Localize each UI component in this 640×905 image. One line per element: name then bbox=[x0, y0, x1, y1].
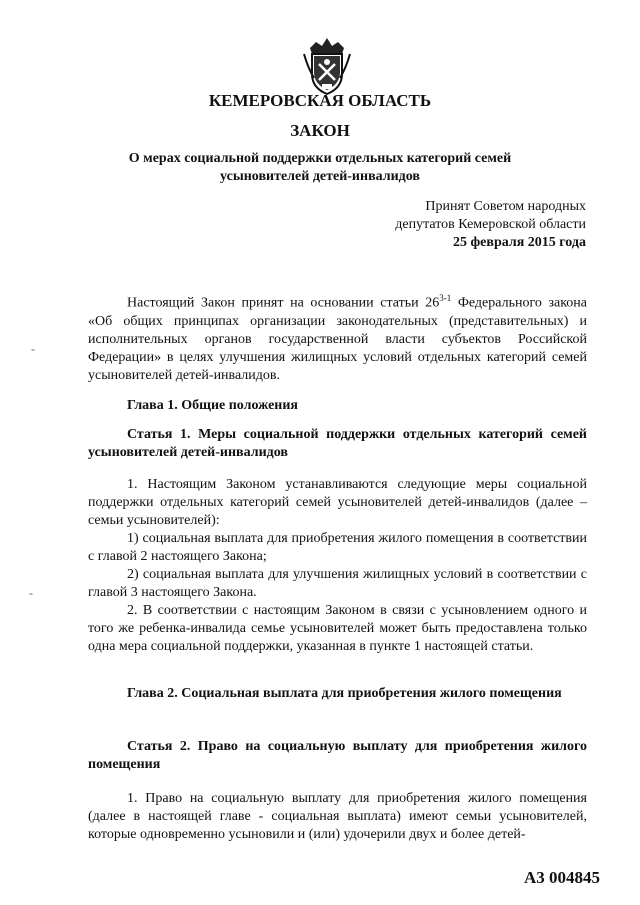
document-type: ЗАКОН bbox=[290, 121, 350, 140]
law-subject: О мерах социальной поддержки отдельных категорий семей усыновителей детей-инвалидов bbox=[128, 151, 512, 184]
margin-mark: - bbox=[29, 586, 33, 600]
region-title: КЕМЕРОВСКАЯ ОБЛАСТЬ bbox=[208, 91, 432, 110]
chapter-1-heading: Глава 1. Общие положения bbox=[127, 398, 299, 413]
adoption-block bbox=[395, 198, 586, 252]
article-1-paragraph-2: 2. В соответствии с настоящим Законом в связи с усыновлением одного и того же ребенка-инвалида семье усыновителей может быть предоставлена только одна мера социальной поддержки, указанная в пункте 1 настоящей статьи. bbox=[88, 603, 587, 654]
adoption-date: 25 февраля 2015 года bbox=[453, 235, 586, 250]
margin-mark: - bbox=[31, 342, 35, 356]
coat-of-arms-emblem bbox=[302, 34, 352, 96]
article-1-heading: Статья 1. Меры социальной поддержки отдельных категорий семей усыновителей детей-инвалидов bbox=[88, 427, 587, 460]
preamble-paragraph: Настоящий Закон принят на основании статьи 26$^{3-1}$ Федерального закона «Об общих принципах организации законодательных (представительных) и исполнительных органов государственной власти субъектов Российской Федерации» в целях улучшения жилищных условий отдельных категорий семей усыновителей детей-инвалидов. bbox=[88, 293, 588, 383]
preamble-superscript: 3-1 bbox=[439, 293, 452, 303]
article-1-paragraph-1: 1. Настоящим Законом устанавливаются следующие меры социальной поддержки отдельных категорий семей усыновителей детей-инвалидов (далее – семьи усыновителей): bbox=[88, 477, 587, 528]
article-2-paragraph-1: 1. Право на социальную выплату для приобретения жилого помещения (далее в настоящей главе - социальная выплата) имеют семьи усыновителей, которые одновременно усыновили и (или) удочерили двух и более детей- bbox=[88, 791, 587, 842]
adoption-line-2: депутатов Кемеровской области bbox=[395, 217, 586, 232]
article-2-heading: Статья 2. Право на социальную выплату для приобретения жилого помещения bbox=[88, 739, 587, 772]
adoption-line-1: Принят Советом народных bbox=[425, 199, 586, 214]
article-1-item-1: 1) социальная выплата для приобретения жилого помещения в соответствии с главой 2 настоящего Закона; bbox=[88, 531, 587, 564]
article-1-item-2: 2) социальная выплата для улучшения жилищных условий в соответствии с главой 3 настоящего Закона. bbox=[88, 567, 587, 600]
chapter-2-heading: Глава 2. Социальная выплата для приобретения жилого помещения bbox=[127, 686, 562, 701]
form-serial-number: А3 004845 bbox=[523, 868, 600, 887]
